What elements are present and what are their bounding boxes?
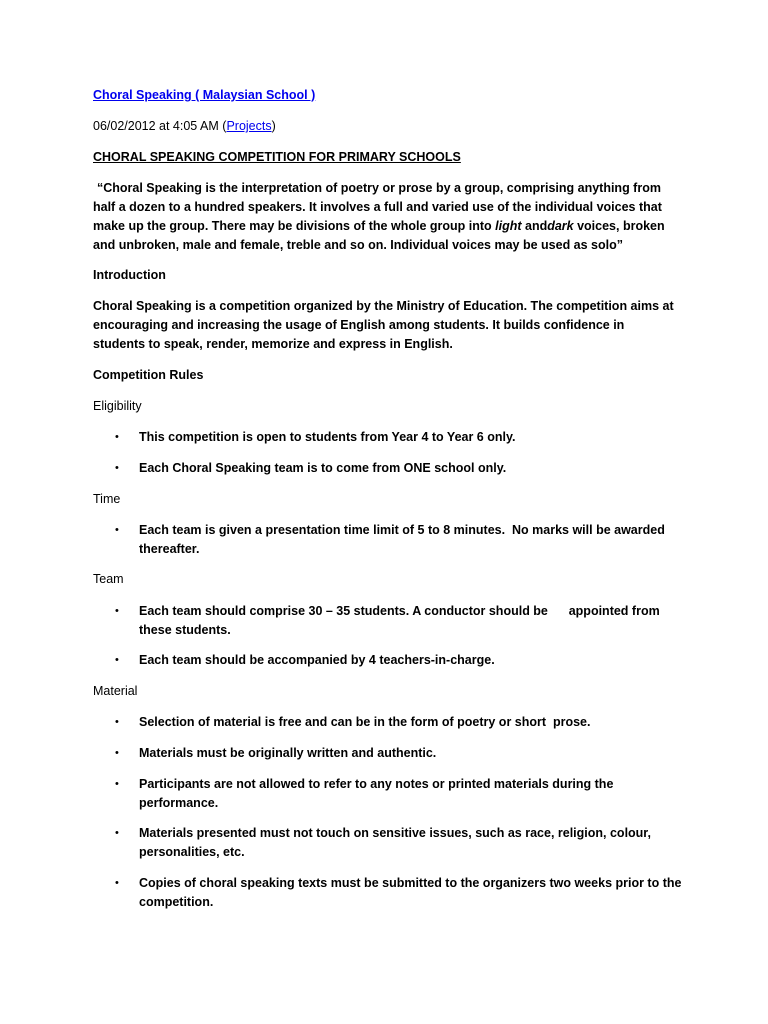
material-item: Participants are not allowed to refer to any notes or printed materials during the performance. [139, 777, 614, 810]
bullet-icon: • [115, 654, 119, 666]
post-meta [93, 117, 678, 136]
post-meta-close: ) [271, 119, 276, 133]
eligibility-heading: Eligibility [93, 399, 142, 413]
time-item: Each team is given a presentation time limit of 5 to 8 minutes. No marks will be awarded thereafter. [139, 523, 669, 556]
material-item: Materials presented must not touch on sensitive issues, such as race, religion, colour, personalities, etc. [139, 826, 651, 859]
material-item: Copies of choral speaking texts must be submitted to the organizers two weeks prior to the competition. [139, 876, 682, 909]
quote-part-2: voices, broken and unbroken, male and female, treble and so on. Individual voices may be used as solo” [93, 219, 665, 252]
eligibility-item: This competition is open to students from Year 4 to Year 6 only. [139, 430, 516, 444]
team-item: Each team should comprise 30 – 35 students. A conductor should be appointed from these students. [139, 604, 664, 637]
bullet-icon: • [115, 716, 119, 728]
introduction-text: Choral Speaking is a competition organized by the Ministry of Education. The competition aims at encouraging and increasing the usage of English among students. It builds confidence in students to speak, render, memorize and express in English. [93, 299, 674, 351]
bullet-icon: • [115, 524, 119, 536]
competition-rules-heading: Competition Rules [93, 368, 204, 382]
team-item: Each team should be accompanied by 4 teachers-in-charge. [139, 653, 495, 667]
bullet-icon: • [115, 605, 119, 617]
material-heading: Material [93, 684, 138, 698]
introduction-heading: Introduction [93, 268, 166, 282]
intro-quote [93, 179, 683, 255]
quote-dark: dark [547, 219, 574, 233]
bullet-icon: • [115, 431, 119, 443]
time-heading: Time [93, 492, 121, 506]
eligibility-item-emphasis: ONE [403, 461, 431, 475]
category-link[interactable]: Projects [226, 119, 272, 133]
quote-and: and [521, 219, 548, 233]
bullet-icon: • [115, 462, 119, 474]
bullet-icon: • [115, 827, 119, 839]
quote-light: light [495, 219, 522, 233]
document-heading: CHORAL SPEAKING COMPETITION FOR PRIMARY SCHOOLS [93, 150, 461, 164]
bullet-icon: • [115, 778, 119, 790]
team-heading: Team [93, 572, 124, 586]
eligibility-item-post: school only. [430, 461, 507, 475]
article-title-link[interactable]: Choral Speaking ( Malaysian School ) [93, 88, 316, 102]
material-item: Materials must be originally written and authentic. [139, 746, 437, 760]
material-item: Selection of material is free and can be in the form of poetry or short prose. [139, 715, 591, 729]
bullet-icon: • [115, 877, 119, 889]
post-date: 06/02/2012 at 4:05 AM ( [93, 119, 227, 133]
bullet-icon: • [115, 747, 119, 759]
eligibility-item [139, 459, 684, 478]
quote-part-1: “Choral Speaking is the interpretation of poetry or prose by a group, comprising anything from half a dozen to a hundred speakers. It involves a full and varied use of the individual voices that make up the group. There may be divisions of the whole group into [93, 181, 662, 233]
eligibility-item-pre: Each Choral Speaking team is to come from [139, 461, 404, 475]
